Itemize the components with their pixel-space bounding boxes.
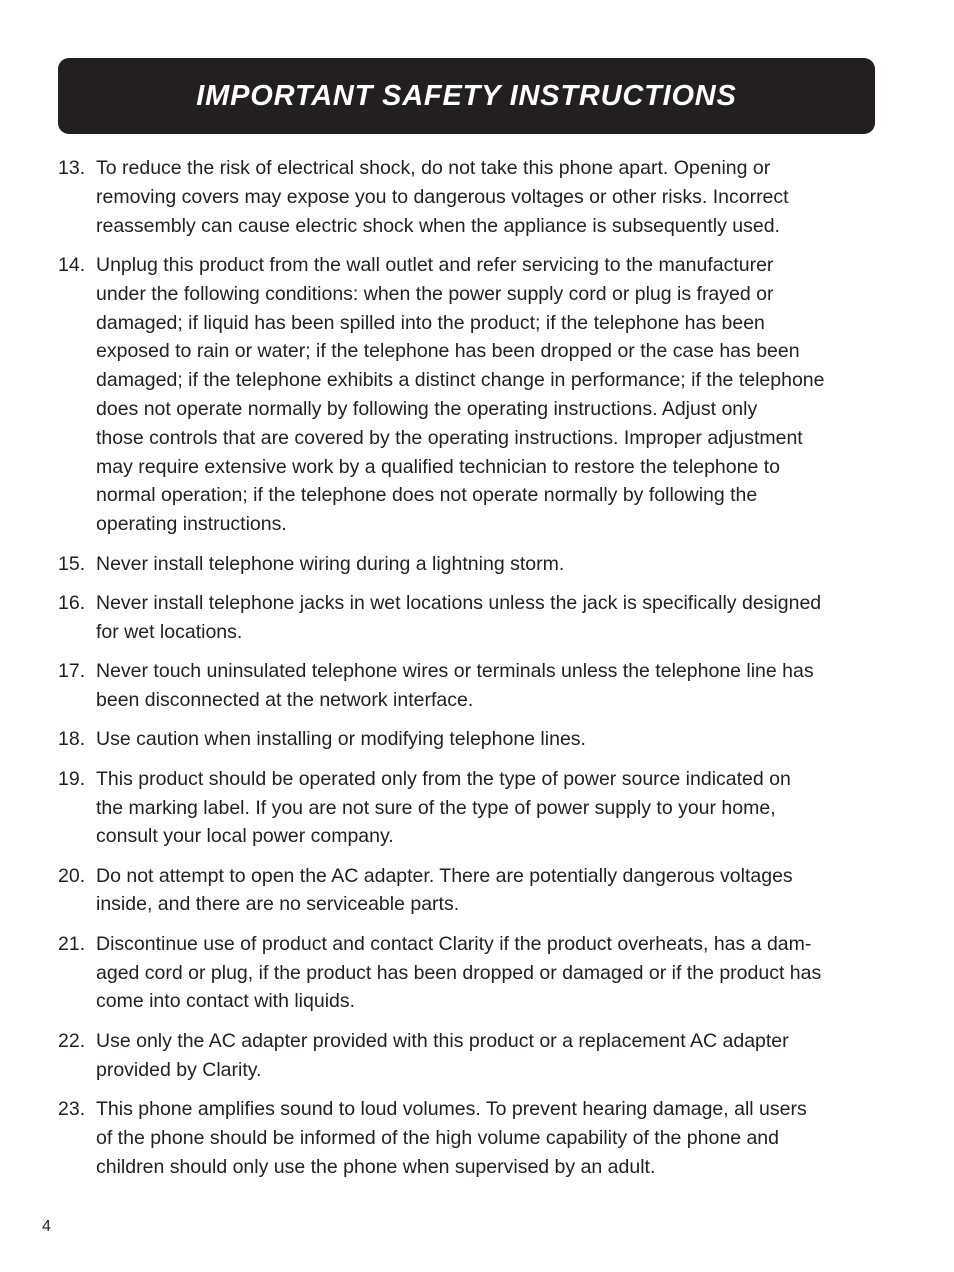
instruction-line: damaged; if the telephone exhibits a distinct change in performance; if the telephone [96, 369, 825, 392]
instruction-item [58, 1027, 872, 1085]
instruction-line: Never install telephone wiring during a lightning storm. [96, 552, 565, 575]
instruction-text [96, 154, 872, 240]
instruction-number: 18. [58, 728, 86, 751]
instruction-text [96, 725, 872, 754]
instruction-number: 13. [58, 157, 86, 179]
instruction-item [58, 725, 872, 754]
instruction-line: Unplug this product from the wall outlet and refer servicing to the manufacturer [96, 253, 774, 276]
instruction-item [58, 1095, 872, 1181]
instruction-line: for wet locations. [96, 620, 243, 643]
instruction-line: To reduce the risk of electrical shock, do not take this phone apart. Opening or [96, 157, 771, 179]
instruction-line: This product should be operated only from the type of power source indicated on [96, 767, 791, 790]
instruction-number: 15. [58, 552, 86, 575]
instruction-text [96, 862, 872, 920]
instruction-text [96, 1095, 872, 1181]
instruction-text [96, 251, 872, 539]
page-number: 4 [42, 1218, 51, 1235]
instruction-item [58, 765, 872, 851]
instruction-line: does not operate normally by following the operating instructions. Adjust only [96, 397, 758, 420]
instruction-line: damaged; if liquid has been spilled into the product; if the telephone has been [96, 311, 765, 334]
instruction-item [58, 550, 872, 579]
instruction-line: Discontinue use of product and contact Clarity if the product overheats, has a dam- [96, 932, 812, 955]
instruction-line: exposed to rain or water; if the telephone has been dropped or the case has been [96, 340, 800, 363]
instruction-text [96, 657, 872, 715]
instruction-line: the marking label. If you are not sure of the type of power supply to your home, [96, 796, 776, 819]
instruction-line: This phone amplifies sound to loud volumes. To prevent hearing damage, all users [96, 1098, 807, 1121]
instruction-text [96, 550, 872, 579]
section-header [58, 58, 875, 134]
instruction-line: under the following conditions: when the power supply cord or plug is frayed or [96, 282, 774, 305]
instruction-line: those controls that are covered by the operating instructions. Improper adjustment [96, 426, 803, 449]
instruction-line: been disconnected at the network interface. [96, 688, 474, 711]
instruction-number: 17. [58, 660, 86, 683]
instruction-item [58, 657, 872, 715]
instruction-line: come into contact with liquids. [96, 990, 356, 1013]
instruction-line: consult your local power company. [96, 825, 394, 848]
safety-instructions-list [58, 154, 872, 1192]
instruction-line: of the phone should be informed of the high volume capability of the phone and [96, 1126, 779, 1149]
instruction-item [58, 251, 872, 539]
instruction-line: reassembly can cause electric shock when the appliance is subsequently used. [96, 214, 780, 237]
instruction-number: 22. [58, 1029, 86, 1052]
instruction-number: 14. [58, 253, 86, 276]
instruction-number: 20. [58, 864, 86, 887]
instruction-item [58, 862, 872, 920]
instruction-text [96, 765, 872, 851]
instruction-item [58, 930, 872, 1016]
instruction-line: Never install telephone jacks in wet locations unless the jack is specifically designed [96, 591, 822, 614]
instruction-line: Do not attempt to open the AC adapter. There are potentially dangerous voltages [96, 864, 793, 887]
instruction-number: 21. [58, 932, 86, 955]
instruction-number: 23. [58, 1098, 86, 1121]
instruction-text [96, 589, 872, 647]
instruction-line: Never touch uninsulated telephone wires or terminals unless the telephone line has [96, 660, 814, 683]
instruction-line: operating instructions. [96, 513, 287, 536]
instruction-line: removing covers may expose you to dangerous voltages or other risks. Incorrect [96, 185, 789, 208]
instruction-number: 16. [58, 591, 86, 614]
instruction-line: children should only use the phone when supervised by an adult. [96, 1155, 656, 1178]
instruction-line: normal operation; if the telephone does not operate normally by following the [96, 484, 758, 507]
instruction-line: inside, and there are no serviceable parts. [96, 893, 460, 916]
instruction-line: aged cord or plug, if the product has been dropped or damaged or if the product has [96, 961, 822, 984]
instruction-item [58, 589, 872, 647]
instruction-number: 19. [58, 767, 86, 790]
page-title: IMPORTANT SAFETY INSTRUCTIONS [196, 79, 737, 112]
instruction-item [58, 154, 872, 240]
instruction-line: Use caution when installing or modifying telephone lines. [96, 728, 586, 751]
instruction-text [96, 1027, 872, 1085]
instruction-line: provided by Clarity. [96, 1058, 262, 1081]
instruction-text [96, 930, 872, 1016]
instruction-line: Use only the AC adapter provided with this product or a replacement AC adapter [96, 1029, 789, 1052]
instruction-line: may require extensive work by a qualified technician to restore the telephone to [96, 455, 780, 478]
